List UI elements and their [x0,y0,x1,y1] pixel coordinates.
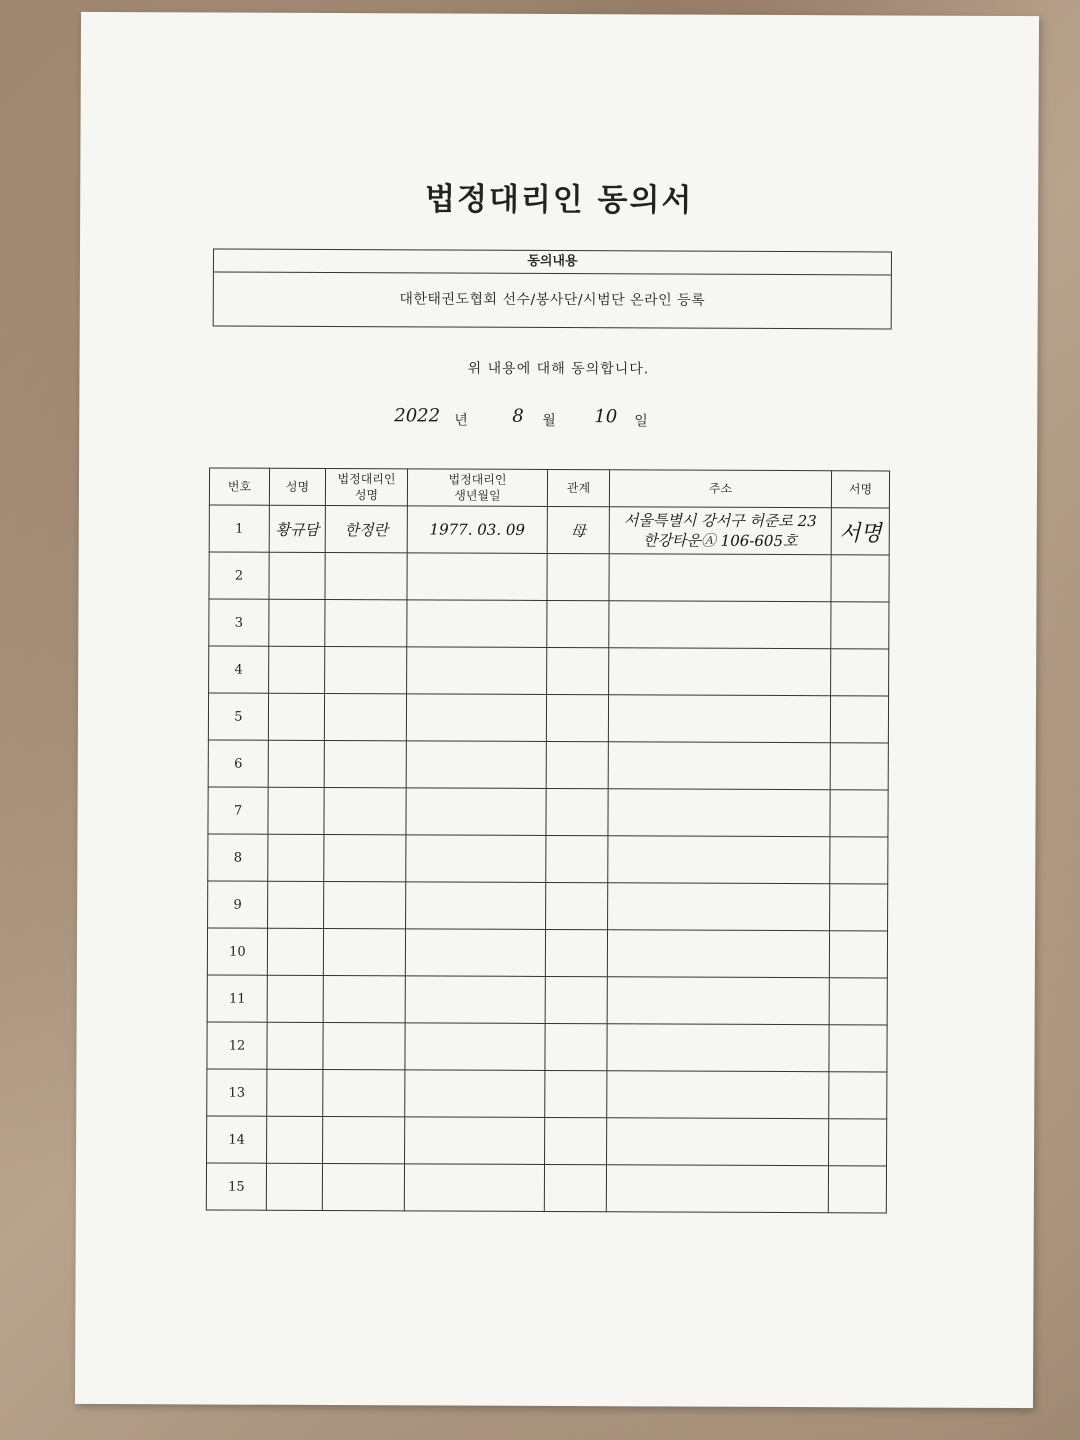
handwritten-signature: 서명 [838,520,882,546]
consent-content-header: 동의내용 [214,249,891,275]
cell-name [267,928,323,975]
cell-signature [830,696,888,743]
cell-guardian-name [324,881,406,928]
row-number: 7 [208,787,268,834]
cell-guardian-birth [407,553,547,601]
cell-name [267,1069,323,1116]
header-address: 주소 [609,470,831,508]
date-day-label: 일 [634,413,648,430]
row-number: 2 [209,552,269,599]
table-row [207,975,887,1025]
header-signature: 서명 [831,471,889,508]
cell-relation [547,647,609,694]
cell-name-handwritten: 황규담 [275,520,320,539]
cell-address [608,789,830,837]
guardian-table [206,467,890,1213]
header-guardian-name [325,468,407,505]
cell-address [609,601,831,649]
cell-relation [545,1070,607,1117]
cell-signature [830,884,888,931]
cell-guardian-birth-handwritten: 1977. 03. 09 [429,520,526,539]
date-month-label: 월 [542,412,556,429]
row-number: 1 [209,505,269,552]
cell-name [269,505,325,552]
cell-name [269,646,325,693]
cell-signature [828,1166,886,1213]
cell-name [269,552,325,599]
table-row [207,1116,887,1166]
header-guardian-birth [407,469,547,507]
cell-guardian-name [323,1022,405,1069]
cell-relation [546,835,608,882]
date-line [384,407,784,439]
cell-guardian-name [325,505,407,552]
cell-guardian-name [324,740,406,787]
row-number: 10 [207,928,267,975]
cell-relation [546,741,608,788]
cell-name [268,693,324,740]
cell-guardian-name [324,834,406,881]
cell-guardian-birth [405,976,545,1024]
consent-form-paper [75,12,1039,1408]
cell-signature [829,931,887,978]
cell-address [609,554,831,602]
cell-signature [830,790,888,837]
cell-name [268,881,324,928]
cell-guardian-name [324,693,406,740]
cell-relation [546,882,608,929]
cell-signature [831,602,889,649]
table-row [207,928,887,978]
table-row [208,881,888,931]
form-title: 법정대리인 동의서 [424,181,694,219]
cell-guardian-birth [406,694,546,742]
cell-name [267,1116,323,1163]
cell-address [608,742,830,790]
cell-guardian-birth [405,929,545,977]
cell-signature [829,978,887,1025]
cell-signature [831,555,889,602]
cell-name [268,787,324,834]
row-number: 15 [206,1163,266,1210]
cell-address [608,883,830,931]
cell-guardian-name [322,1163,404,1210]
header-guardian-birth-line2: 생년월일 [454,488,501,503]
table-row [208,834,888,884]
cell-guardian-birth [407,647,547,695]
cell-signature [829,1025,887,1072]
cell-name [269,599,325,646]
header-guardian-birth-line1: 법정대리인 [448,472,507,487]
cell-guardian-name [323,1116,405,1163]
row-number: 3 [209,599,269,646]
cell-relation [546,788,608,835]
header-relation: 관계 [547,469,609,506]
table-row [209,505,889,555]
cell-guardian-birth [406,788,546,836]
table-header-row [209,468,889,508]
cell-guardian-birth [405,1070,545,1118]
cell-guardian-birth [406,882,546,930]
cell-relation-handwritten: 母 [570,521,586,540]
cell-name [266,1163,322,1210]
cell-guardian-name [325,552,407,599]
cell-address [607,1024,829,1072]
cell-relation [547,553,609,600]
cell-relation [545,929,607,976]
date-year-label: 년 [454,412,468,429]
cell-guardian-name-handwritten: 한정란 [344,520,389,539]
row-number: 9 [208,881,268,928]
row-number: 6 [208,740,268,787]
table-row [209,599,889,649]
row-number: 11 [207,975,267,1022]
table-row [207,1022,887,1072]
cell-relation [547,600,609,647]
table-row [206,1163,886,1213]
cell-address [608,836,830,884]
cell-name [267,975,323,1022]
cell-relation [547,506,609,553]
address-line-1: 서울특별시 강서구 허준로 23 [623,511,817,531]
row-number: 13 [207,1069,267,1116]
table-row [207,1069,887,1119]
row-number: 14 [207,1116,267,1163]
table-row [209,646,889,696]
header-name: 성명 [269,468,325,505]
cell-relation [544,1164,606,1211]
cell-address [606,1165,828,1213]
cell-relation [546,694,608,741]
table-row [208,740,888,790]
row-number: 4 [209,646,269,693]
cell-guardian-name [325,646,407,693]
cell-relation [545,1117,607,1164]
date-month-handwritten: 8 [512,405,524,427]
cell-guardian-name [324,787,406,834]
cell-signature [831,508,889,555]
cell-address [608,695,830,743]
table-row [209,552,889,602]
date-year-handwritten: 2022 [394,405,441,427]
consent-content-box [213,248,892,329]
cell-address [607,930,829,978]
cell-name [268,834,324,881]
cell-signature [830,743,888,790]
cell-signature [829,1072,887,1119]
table-row [208,693,888,743]
agreement-statement: 위 내용에 대해 동의합니다. [467,360,650,378]
cell-guardian-birth [407,506,547,554]
consent-content-body: 대한태권도협회 선수/봉사단/시범단 온라인 등록 [399,291,706,309]
cell-guardian-name [325,599,407,646]
header-guardian-name-line2: 성명 [354,488,379,503]
cell-guardian-name [323,928,405,975]
cell-signature [829,1119,887,1166]
cell-guardian-birth [405,1023,545,1071]
cell-guardian-name [323,975,405,1022]
cell-guardian-birth [404,1164,544,1212]
row-number: 8 [208,834,268,881]
address-line-2: 한강타운Ⓐ 106-605호 [642,531,798,551]
cell-address [607,1071,829,1119]
cell-guardian-birth [406,741,546,789]
row-number: 5 [208,693,268,740]
header-no: 번호 [209,468,269,505]
cell-guardian-name [323,1069,405,1116]
cell-guardian-birth [406,835,546,883]
cell-guardian-birth [405,1117,545,1165]
cell-signature [830,837,888,884]
cell-name [267,1022,323,1069]
cell-guardian-birth [407,600,547,648]
cell-address [607,1118,829,1166]
cell-address [609,507,831,555]
cell-address [609,648,831,696]
cell-relation [545,1023,607,1070]
cell-address [607,977,829,1025]
header-guardian-name-line1: 법정대리인 [337,472,396,487]
row-number: 12 [207,1022,267,1069]
date-day-handwritten: 10 [594,406,618,428]
cell-relation [545,976,607,1023]
cell-name [268,740,324,787]
table-row [208,787,888,837]
cell-signature [831,649,889,696]
